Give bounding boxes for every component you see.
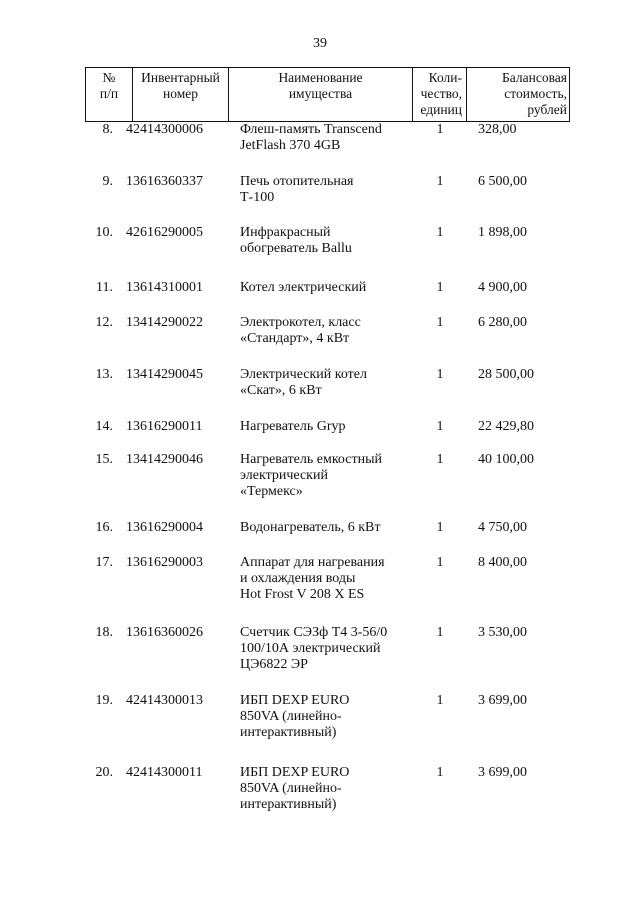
quantity: 1 [436,122,444,137]
item-name-line: интерактивный) [240,725,337,740]
table-header [85,67,570,122]
balance-value: 1 898,00 [478,225,527,240]
row-number: 8. [102,122,113,137]
header-name-line-1: Наименование [278,70,363,85]
row-number: 16. [95,520,113,535]
item-name [240,625,420,673]
row-number: 19. [95,693,113,708]
inventory-number: 13414290022 [126,315,203,330]
item-name-line: и охлаждения воды [240,571,356,586]
item-name-line: ИБП DEXP EURO [240,693,350,708]
row-number: 11. [96,280,113,295]
row-number: 15. [95,452,113,467]
header-name-line-2: имущества [288,86,353,101]
item-name-line: Нагреватель Gryp [240,419,346,434]
inventory-number: 42414300006 [126,122,203,137]
balance-value: 6 280,00 [478,315,527,330]
balance-value: 8 400,00 [478,555,527,570]
item-name-line: обогреватель Ballu [240,241,352,256]
header-value-line-2: стоимость, [504,86,567,101]
header-value-line-3: рублей [527,102,567,117]
row-number: 18. [95,625,113,640]
quantity: 1 [436,419,444,434]
item-name-line: 850VA (линейно- [240,709,342,724]
row-number: 13. [95,367,113,382]
balance-value: 328,00 [478,122,517,137]
row-number: 9. [102,174,113,189]
item-name-line: «Термекс» [240,484,303,499]
item-name-line: Нагреватель емкостный [240,452,382,467]
balance-value: 3 699,00 [478,765,527,780]
item-name [240,452,420,500]
header-num [86,68,133,121]
item-name [240,419,420,435]
row-number: 12. [95,315,113,330]
item-name-line: JetFlash 370 4GB [240,138,341,153]
quantity: 1 [436,625,444,640]
header-inventory-line-2: номер [162,86,198,101]
quantity: 1 [436,315,444,330]
quantity: 1 [436,367,444,382]
item-name [240,315,420,347]
item-name-line: Hot Frost V 208 X ES [240,587,365,602]
row-number: 10. [95,225,113,240]
item-name-line: Электрический котел [240,367,367,382]
quantity: 1 [436,765,444,780]
inventory-number: 42414300013 [126,693,203,708]
balance-value: 3 530,00 [478,625,527,640]
header-inventory-line-1: Инвентарный [141,70,220,85]
item-name [240,122,420,154]
header-qty-line-2: чество, [420,86,462,101]
item-name-line: Аппарат для нагревания [240,555,385,570]
item-name [240,693,420,741]
balance-value: 3 699,00 [478,693,527,708]
item-name-line: «Скат», 6 кВт [240,383,322,398]
row-number: 17. [95,555,113,570]
item-name-line: «Стандарт», 4 кВт [240,331,350,346]
inventory-number: 13616290003 [126,555,203,570]
item-name-line: ЦЭ6822 ЭР [240,657,308,672]
item-name [240,520,420,536]
inventory-number: 42414300011 [126,765,203,780]
quantity: 1 [436,693,444,708]
inventory-number: 13616290004 [126,520,203,535]
item-name-line: Инфракрасный [240,225,331,240]
quantity: 1 [436,225,444,240]
header-name [229,68,413,121]
item-name-line: Водонагреватель, 6 кВт [240,520,381,535]
header-value [467,68,571,121]
inventory-number: 42616290005 [126,225,203,240]
balance-value: 40 100,00 [478,452,534,467]
quantity: 1 [436,555,444,570]
header-num-line-1: № [102,70,116,85]
item-name-line: 100/10А электрический [240,641,381,656]
item-name-line: Счетчик СЭЗф Т4 3-56/0 [240,625,388,640]
quantity: 1 [436,280,444,295]
item-name-line: Печь отопительная [240,174,354,189]
item-name [240,280,420,296]
item-name-line: 850VA (линейно- [240,781,342,796]
page-number: 39 [313,36,327,51]
item-name [240,174,420,206]
item-name-line: интерактивный) [240,797,337,812]
item-name-line: Электрокотел, класс [240,315,361,330]
quantity: 1 [436,452,444,467]
item-name-line: Флеш-память Transcend [240,122,382,137]
header-num-line-2: п/п [99,86,119,101]
quantity: 1 [436,520,444,535]
item-name-line: электрический [240,468,328,483]
item-name [240,225,420,257]
balance-value: 4 900,00 [478,280,527,295]
header-inventory [133,68,229,121]
inventory-number: 13616290011 [126,419,203,434]
quantity: 1 [436,174,444,189]
header-qty [413,68,467,121]
inventory-number: 13616360337 [126,174,203,189]
balance-value: 22 429,80 [478,419,534,434]
item-name-line: Котел электрический [240,280,367,295]
header-qty-line-3: единиц [420,102,462,117]
balance-value: 4 750,00 [478,520,527,535]
balance-value: 28 500,00 [478,367,534,382]
item-name [240,555,420,603]
item-name [240,367,420,399]
header-value-line-1: Балансовая [502,70,567,85]
item-name-line: ИБП DEXP EURO [240,765,350,780]
row-number: 14. [95,419,113,434]
item-name-line: Т-100 [240,190,275,205]
inventory-number: 13614310001 [126,280,203,295]
balance-value: 6 500,00 [478,174,527,189]
item-name [240,765,420,813]
row-number: 20. [95,765,113,780]
inventory-number: 13616360026 [126,625,203,640]
inventory-number: 13414290046 [126,452,203,467]
header-qty-line-1: Коли- [428,70,462,85]
inventory-number: 13414290045 [126,367,203,382]
